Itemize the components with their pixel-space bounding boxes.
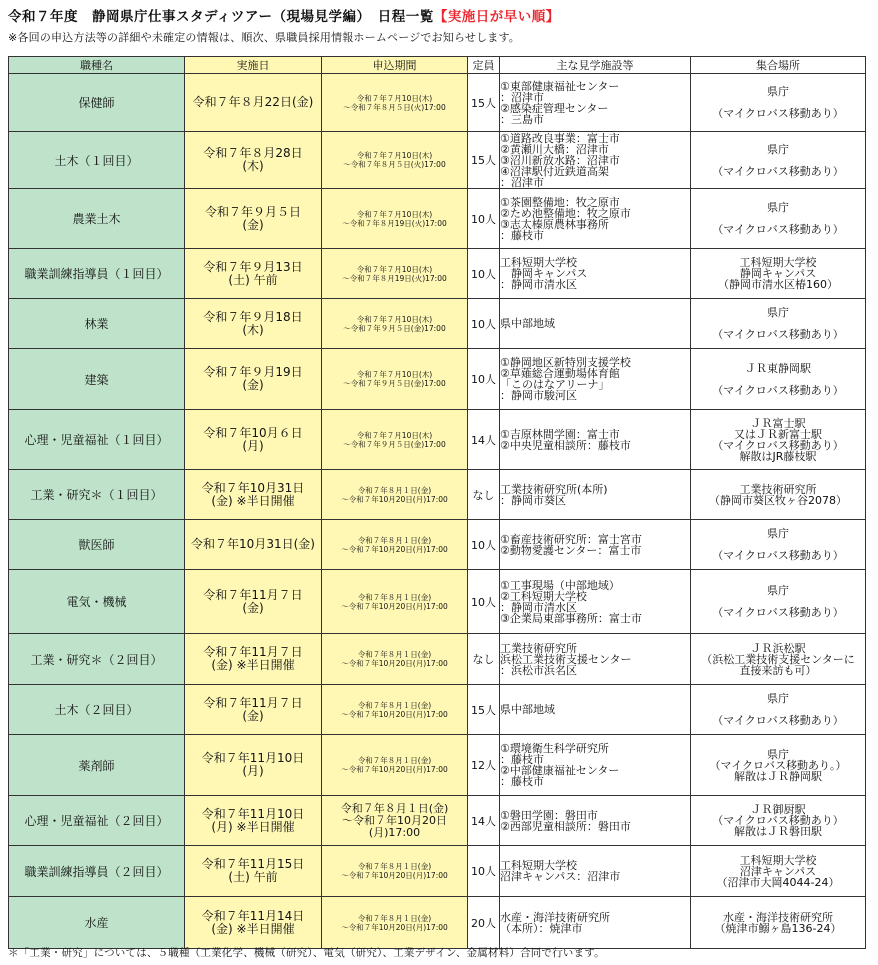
facility-line: ②ため池整備地：牧之原市 <box>500 206 631 220</box>
date-line: (金) <box>242 378 264 392</box>
table-header-row <box>9 57 866 74</box>
meeting-line: （マイクロバス移動あり） <box>712 164 844 178</box>
period-line: ～令和７年10月20日(月)17:00 <box>341 659 448 668</box>
period-cell <box>322 470 468 520</box>
period-line: 令和７年８月１日(金) <box>357 756 432 765</box>
date-line: 令和７年11月10日 <box>201 806 305 821</box>
facility-line: ②動物愛護センター：富士市 <box>500 543 642 557</box>
meeting-cell <box>691 634 866 685</box>
period-line: ～令和７年９月５日(金)17:00 <box>343 323 446 333</box>
facilities-cell <box>500 685 691 735</box>
capacity-cell: 15人 <box>468 685 500 735</box>
facility-line: ②草薙総合運動場体育館 <box>500 367 620 380</box>
job-cell: 薬剤師 <box>9 735 185 796</box>
period-cell <box>322 74 468 132</box>
meeting-cell <box>691 189 866 249</box>
meeting-line: （マイクロバス移動あり。） <box>709 758 847 772</box>
date-cell <box>185 132 322 189</box>
job-cell: 電気・機械 <box>9 570 185 634</box>
meeting-cell <box>691 570 866 634</box>
facility-line: 工業技術研究所(本所) <box>500 482 608 496</box>
date-line: (金) ※半日開催 <box>211 658 295 672</box>
job-cell: 土木（２回目） <box>9 685 185 735</box>
page-note: ※各回の申込方法等の詳細や未確定の情報は、順次、県職員採用情報ホームページでお知らせします。 <box>8 31 520 44</box>
capacity-cell: 20人 <box>468 897 500 949</box>
table-row <box>9 349 866 410</box>
meeting-line: 解散はJR藤枝駅 <box>739 449 817 463</box>
title-highlight: 【実施日が早い順】 <box>433 9 560 25</box>
facility-line: 浜松工業技術支援センター <box>500 652 632 666</box>
facility-line: ：藤枝市 <box>500 228 544 242</box>
facility-line: ：藤枝市 <box>500 775 544 788</box>
capacity-cell: 12人 <box>468 735 500 796</box>
facility-line: ③志太榛原農林事務所 <box>500 217 609 231</box>
facilities-cell <box>500 735 691 796</box>
facilities-cell <box>500 634 691 685</box>
facility-line: ：静岡市駿河区 <box>500 389 577 402</box>
date-line: 令和７年９月５日 <box>204 204 301 219</box>
header-period: 申込期間 <box>322 57 468 74</box>
facilities-cell <box>500 846 691 897</box>
date-line: 令和７年８月28日 <box>203 146 303 160</box>
facility-line: ③企業局東部事務所：富士市 <box>500 611 642 625</box>
date-line: (金) <box>242 217 264 232</box>
meeting-line: 工科短期大学校 <box>739 256 817 269</box>
date-cell <box>185 570 322 634</box>
meeting-line: 解散はＪＲ磐田駅 <box>734 825 822 838</box>
meeting-cell <box>691 846 866 897</box>
date-cell <box>185 796 322 846</box>
facilities-cell <box>500 349 691 410</box>
meeting-line: （マイクロバス移動あり） <box>712 814 844 827</box>
facilities-cell <box>500 796 691 846</box>
date-line: (土) 午前 <box>228 272 278 287</box>
capacity-cell: 10人 <box>468 570 500 634</box>
period-cell <box>322 132 468 189</box>
date-cell <box>185 189 322 249</box>
title-main: 令和７年度 静岡県庁仕事スタディツアー（現場見学編） 日程一覧 <box>8 9 434 25</box>
meeting-cell <box>691 349 866 410</box>
table-row <box>9 634 866 685</box>
meeting-line: （沼津市大岡4044-24） <box>716 875 840 889</box>
meeting-line: （浜松工業技術支援センターに <box>701 652 855 666</box>
table-row <box>9 796 866 846</box>
facilities-cell <box>500 189 691 249</box>
date-cell <box>185 249 322 299</box>
period-cell <box>322 520 468 570</box>
capacity-cell: 10人 <box>468 189 500 249</box>
period-cell <box>322 735 468 796</box>
meeting-line: （マイクロバス移動あり） <box>712 714 844 727</box>
period-line: 令和７年８月１日(金) <box>357 592 432 602</box>
meeting-line: ＪＲ富士駅 <box>750 416 806 430</box>
period-cell <box>322 189 468 249</box>
date-line: 令和７年10月31日 <box>201 480 305 495</box>
facility-line: ①工事現場（中部地域） <box>500 578 620 592</box>
job-cell: 職業訓練指導員（２回目） <box>9 846 185 897</box>
meeting-cell <box>691 796 866 846</box>
date-line: 令和７年９月19日 <box>203 365 303 379</box>
date-line: (木) <box>242 159 264 173</box>
date-line: 令和７年11月15日 <box>201 857 305 871</box>
header-facilities: 主な見学施設等 <box>500 57 691 74</box>
table-row <box>9 520 866 570</box>
facilities-cell <box>500 470 691 520</box>
date-cell <box>185 74 322 132</box>
facility-line: 工業技術研究所 <box>500 641 577 655</box>
date-line: (月) ※半日開催 <box>211 819 295 834</box>
meeting-line: （マイクロバス移動あり） <box>712 328 844 341</box>
facility-line: ②工科短期大学校 <box>500 589 587 603</box>
meeting-line: ＪＲ浜松駅 <box>750 641 806 655</box>
capacity-cell: なし <box>468 470 500 520</box>
facility-line: ①東部健康福祉センター <box>500 79 620 93</box>
period-line: 令和７年８月１日(金) <box>340 801 449 815</box>
meeting-line: 静岡キャンパス <box>739 267 817 280</box>
table-row <box>9 299 866 349</box>
meeting-cell <box>691 74 866 132</box>
facility-line: ：静岡市清水区 <box>500 600 577 614</box>
date-cell <box>185 735 322 796</box>
period-line: 令和７年７月10日(木) <box>356 151 433 160</box>
table-row <box>9 846 866 897</box>
date-line: 令和７年11月14日 <box>201 908 305 923</box>
period-cell <box>322 897 468 949</box>
table-row <box>9 570 866 634</box>
date-line: 令和７年９月18日 <box>203 309 303 324</box>
page-title <box>8 5 878 27</box>
period-cell <box>322 796 468 846</box>
meeting-line: （静岡市清水区椿160） <box>718 278 838 291</box>
table-row <box>9 132 866 189</box>
meeting-line: （マイクロバス移動あり） <box>712 223 844 236</box>
header-meeting: 集合場所 <box>691 57 866 74</box>
facility-line: 県中部地域 <box>500 317 555 330</box>
facility-line: 工科短期大学校 <box>500 256 577 269</box>
facility-line: ②感染症管理センター <box>500 101 609 115</box>
meeting-line <box>691 155 865 166</box>
facility-line: ④沼津駅付近鉄道高架 <box>500 164 609 178</box>
meeting-line: ＪＲ御厨駅 <box>750 803 806 816</box>
period-cell <box>322 685 468 735</box>
period-line: 令和７年７月10日(木) <box>356 264 433 274</box>
table-row <box>9 735 866 796</box>
job-cell: 建築 <box>9 349 185 410</box>
capacity-cell: 14人 <box>468 410 500 470</box>
facility-line: ①茶園整備地：牧之原市 <box>500 195 620 209</box>
date-line: 令和７年９月13日 <box>203 259 303 274</box>
table-row <box>9 897 866 949</box>
date-line: (金) ※半日開催 <box>211 921 295 936</box>
meeting-line: 沼津キャンパス <box>739 864 817 878</box>
facilities-cell <box>500 897 691 949</box>
meeting-line: 県庁 <box>767 201 789 214</box>
footnote: ＊「工業・研究」については、５職種（工業化学、機械（研究）、電気（研究）、工業デザイン、金属材料）合同で行います。 <box>8 947 605 959</box>
date-line: (木) <box>242 322 264 337</box>
facility-line: ①静岡地区新特別支援学校 <box>500 356 631 369</box>
period-cell <box>322 349 468 410</box>
facility-line: （本所）：焼津市 <box>500 921 583 935</box>
capacity-cell: なし <box>468 634 500 685</box>
job-cell: 保健師 <box>9 74 185 132</box>
period-line: (月)17:00 <box>368 825 421 839</box>
table-row <box>9 470 866 520</box>
period-line: ～令和７年８月５日(火)17:00 <box>343 160 446 169</box>
capacity-cell: 10人 <box>468 249 500 299</box>
period-line: 令和７年８月１日(金) <box>357 535 432 545</box>
meeting-line: ＪＲ東静岡駅 <box>745 361 811 375</box>
period-line: ～令和７年10月20日(月)17:00 <box>341 601 448 611</box>
facility-line: 水産・海洋技術研究所 <box>500 910 610 924</box>
meeting-line: 県庁 <box>767 306 789 319</box>
facility-line: ①吉原林間学園：富士市 <box>500 427 620 441</box>
period-line: ～令和７年９月５日(金)17:00 <box>343 439 446 449</box>
meeting-line: 県庁 <box>767 85 789 98</box>
meeting-line: 工科短期大学校 <box>739 853 817 867</box>
table-body <box>9 74 866 949</box>
meeting-line: 県庁 <box>767 142 789 156</box>
facility-line: ①環境衛生科学研究所 <box>500 742 609 755</box>
date-cell <box>185 470 322 520</box>
period-line: ～令和７年10月20日 <box>342 813 447 827</box>
period-line: ～令和７年10月20日(月)17:00 <box>341 494 448 504</box>
meeting-line: 県庁 <box>767 527 789 540</box>
header-date: 実施日 <box>185 57 322 74</box>
date-line: 令和７年11月10日 <box>201 751 305 765</box>
period-line: 令和７年８月１日(金) <box>357 700 432 710</box>
meeting-cell <box>691 132 866 189</box>
job-cell: 林業 <box>9 299 185 349</box>
facility-line: 県中部地域 <box>500 703 555 716</box>
facility-line: ②西部児童相談所：磐田市 <box>500 819 631 833</box>
meeting-line: 県庁 <box>767 584 789 597</box>
date-line: (金) <box>242 708 264 723</box>
period-cell <box>322 846 468 897</box>
date-line: 令和７年11月７日 <box>203 587 303 602</box>
date-cell <box>185 846 322 897</box>
facility-line: ：三島市 <box>500 112 544 126</box>
meeting-line: 又はＪＲ新富士駅 <box>734 427 822 441</box>
capacity-cell: 10人 <box>468 520 500 570</box>
meeting-line: （マイクロバス移動あり） <box>712 549 844 562</box>
header-job: 職種名 <box>9 57 185 74</box>
period-cell <box>322 570 468 634</box>
period-cell <box>322 299 468 349</box>
period-cell <box>322 410 468 470</box>
facility-line: ：静岡市清水区 <box>500 278 577 291</box>
period-line: ～令和７年８月５日(火)17:00 <box>343 102 446 112</box>
period-line: 令和７年８月１日(金) <box>357 913 432 923</box>
facility-line: ：沼津市 <box>500 90 544 104</box>
table-row <box>9 189 866 249</box>
facility-line: ②中央児童相談所：藤枝市 <box>500 438 631 452</box>
table-row <box>9 685 866 735</box>
job-cell: 農業土木 <box>9 189 185 249</box>
meeting-line: （静岡市葵区牧ヶ谷2078） <box>709 493 847 507</box>
facility-line: 「このはなアリーナ」 <box>500 378 610 391</box>
meeting-cell <box>691 685 866 735</box>
meeting-cell <box>691 470 866 520</box>
period-line: 令和７年７月10日(木) <box>356 430 433 440</box>
job-cell: 工業・研究＊（１回目） <box>9 470 185 520</box>
capacity-cell: 14人 <box>468 796 500 846</box>
facilities-cell <box>500 520 691 570</box>
header-capacity: 定員 <box>468 57 500 74</box>
period-line: ～令和７年８月19日(火)17:00 <box>342 218 447 228</box>
facility-line: ：藤枝市 <box>500 753 544 766</box>
date-cell <box>185 520 322 570</box>
date-line: (金) <box>242 600 264 615</box>
date-line: (金) ※半日開催 <box>211 493 295 508</box>
capacity-cell: 10人 <box>468 349 500 410</box>
facilities-cell <box>500 249 691 299</box>
meeting-line: （マイクロバス移動あり） <box>712 606 844 619</box>
facility-line: ：静岡市葵区 <box>500 493 566 507</box>
facility-line: ①畜産技術研究所：富士宮市 <box>500 532 642 546</box>
meeting-line: 解散はＪＲ静岡駅 <box>734 769 822 783</box>
table-row <box>9 410 866 470</box>
period-line: 令和７年７月10日(木) <box>356 93 433 103</box>
job-cell: 心理・児童福祉（１回目） <box>9 410 185 470</box>
table-row <box>9 249 866 299</box>
period-cell <box>322 634 468 685</box>
date-line: 令和７年10月31日(金) <box>191 537 315 551</box>
meeting-line: 県庁 <box>767 747 789 761</box>
capacity-cell: 15人 <box>468 132 500 189</box>
capacity-cell: 15人 <box>468 74 500 132</box>
period-line: ～令和７年10月20日(月)17:00 <box>341 765 448 774</box>
period-cell <box>322 249 468 299</box>
job-cell: 心理・児童福祉（２回目） <box>9 796 185 846</box>
date-line: (土) 午前 <box>228 870 278 884</box>
meeting-line: 直接来訪も可） <box>739 663 817 677</box>
date-line: 令和７年８月22日(金) <box>192 95 314 109</box>
date-cell <box>185 410 322 470</box>
facility-line: 工科短期大学校 <box>500 859 577 872</box>
meeting-line: （マイクロバス移動あり） <box>712 438 844 452</box>
period-line: ～令和７年８月19日(火)17:00 <box>342 273 447 283</box>
period-line: 令和７年８月１日(金) <box>357 485 432 495</box>
facility-line: ：沼津市 <box>500 175 544 189</box>
date-cell <box>185 349 322 410</box>
facility-line: ③沼川新放水路：沼津市 <box>500 153 620 167</box>
date-line: (月) <box>242 438 264 453</box>
capacity-cell: 10人 <box>468 299 500 349</box>
meeting-line: （焼津市鰯ヶ島136-24） <box>714 921 842 935</box>
meeting-line: 県庁 <box>767 692 789 705</box>
date-line: (月) <box>242 764 264 778</box>
facilities-cell <box>500 132 691 189</box>
facilities-cell <box>500 410 691 470</box>
facility-line: ②黄瀬川大橋：沼津市 <box>500 142 609 156</box>
period-line: 令和７年７月10日(木) <box>356 370 433 379</box>
facility-line: 静岡キャンパス <box>500 267 588 280</box>
job-cell: 工業・研究＊（２回目） <box>9 634 185 685</box>
meeting-line: （マイクロバス移動あり） <box>712 383 844 397</box>
schedule-table <box>8 56 866 949</box>
job-cell: 土木（１回目） <box>9 132 185 189</box>
job-cell: 獣医師 <box>9 520 185 570</box>
period-line: 令和７年８月１日(金) <box>357 862 432 871</box>
meeting-cell <box>691 520 866 570</box>
facility-line: ①道路改良事業：富士市 <box>500 131 620 145</box>
period-line: ～令和７年10月20日(月)17:00 <box>341 922 448 932</box>
period-line: 令和７年７月10日(木) <box>356 314 433 324</box>
facilities-cell <box>500 299 691 349</box>
date-cell <box>185 634 322 685</box>
meeting-line: 水産・海洋技術研究所 <box>723 910 833 924</box>
facility-line: ②中部健康福祉センター <box>500 764 620 777</box>
meeting-line <box>691 374 865 385</box>
period-line: ～令和７年９月５日(金)17:00 <box>343 379 446 388</box>
meeting-line: 工業技術研究所 <box>739 482 817 496</box>
facilities-cell <box>500 570 691 634</box>
meeting-cell <box>691 299 866 349</box>
job-cell: 職業訓練指導員（１回目） <box>9 249 185 299</box>
date-line: 令和７年11月７日 <box>203 645 303 659</box>
meeting-cell <box>691 897 866 949</box>
period-line: ～令和７年10月20日(月)17:00 <box>341 544 448 554</box>
date-line: 令和７年11月７日 <box>203 695 303 710</box>
date-cell <box>185 685 322 735</box>
capacity-cell: 10人 <box>468 846 500 897</box>
facility-line: 沼津キャンパス：沼津市 <box>500 870 621 883</box>
job-cell: 水産 <box>9 897 185 949</box>
date-cell <box>185 897 322 949</box>
meeting-cell <box>691 735 866 796</box>
meeting-cell <box>691 249 866 299</box>
date-cell <box>185 299 322 349</box>
facility-line: ：浜松市浜名区 <box>500 663 577 677</box>
period-line: ～令和７年10月20日(月)17:00 <box>341 709 448 719</box>
period-line: 令和７年８月１日(金) <box>357 650 432 659</box>
facility-line: ①磐田学園：磐田市 <box>500 808 598 822</box>
table-row <box>9 74 866 132</box>
meeting-cell <box>691 410 866 470</box>
period-line: 令和７年７月10日(木) <box>356 209 433 219</box>
date-line: 令和７年10月６日 <box>203 425 303 440</box>
facilities-cell <box>500 74 691 132</box>
period-line: ～令和７年10月20日(月)17:00 <box>341 871 448 880</box>
meeting-line: （マイクロバス移動あり） <box>712 107 844 120</box>
